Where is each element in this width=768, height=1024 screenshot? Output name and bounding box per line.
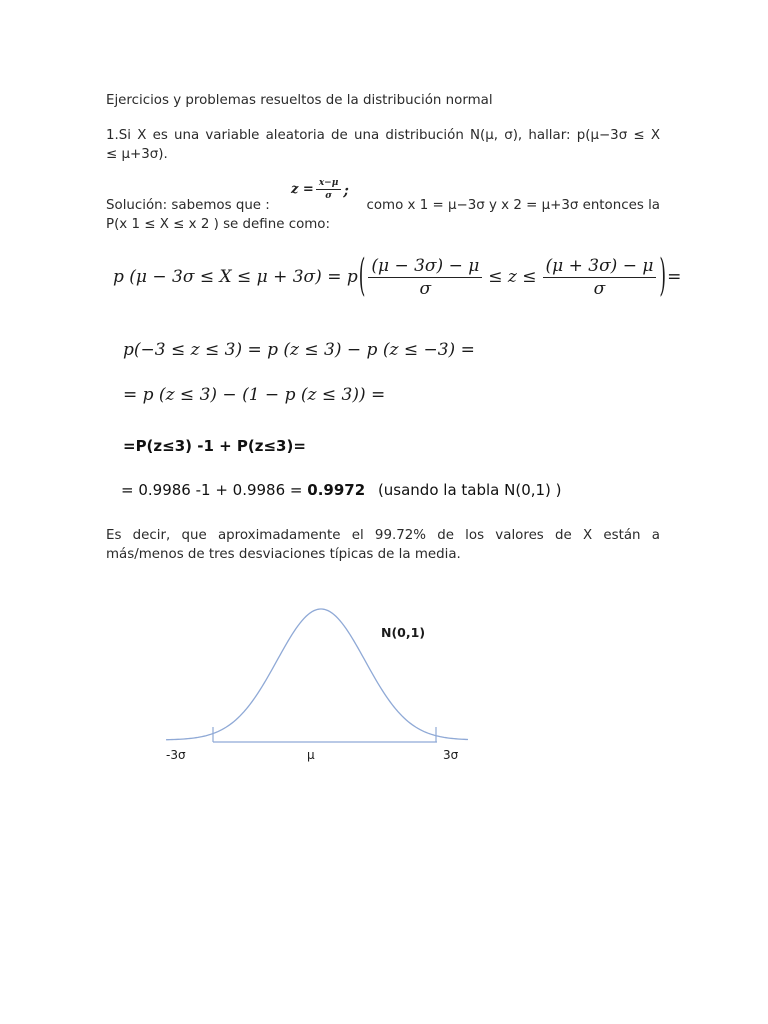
z-formula-denominator: σ	[325, 191, 332, 201]
equation-1-close-paren: )	[659, 251, 667, 303]
z-formula-numerator: x−μ	[316, 178, 342, 190]
tick-label-right: 3σ	[443, 748, 459, 762]
solution-line-2: P(x 1 ≤ X ≤ x 2 ) se define como:	[106, 217, 331, 232]
equation-5-start: = 0.9986 -1 + 0.9986 =	[121, 481, 303, 499]
z-formula-lhs: z =	[291, 182, 314, 197]
z-formula	[291, 178, 349, 201]
conclusion-line-1: Es decir, que aproximadamente el 99.72% de los valores de X están a	[106, 528, 660, 543]
equation-3: = p (z ≤ 3) − (1 − p (z ≤ 3)) =	[123, 385, 386, 405]
equation-1-num-right: (μ + 3σ) − μ	[543, 256, 657, 278]
equation-1-lhs: p (μ − 3σ ≤ X ≤ μ + 3σ) = p	[113, 267, 358, 287]
equation-1-den-right: σ	[593, 278, 606, 299]
equation-1-middle: ≤ z ≤	[488, 267, 537, 287]
normal-curve	[166, 609, 468, 740]
equation-1-den-left: σ	[419, 278, 432, 299]
page-title: Ejercicios y problemas resueltos de la distribución normal	[106, 93, 493, 108]
equation-2: p(−3 ≤ z ≤ 3) = p (z ≤ 3) − p (z ≤ −3) =	[123, 340, 475, 360]
tick-label-center: μ	[307, 748, 315, 762]
equation-1-num-left: (μ − 3σ) − μ	[368, 256, 482, 278]
problem-line-1: 1.Si X es una variable aleatoria de una distribución N(μ, σ), hallar: p(μ−3σ ≤ X	[106, 128, 660, 143]
solution-line-1-rest: como x 1 = μ−3σ y x 2 = μ+3σ entonces la	[366, 198, 660, 213]
equation-1-fraction-left	[368, 256, 482, 299]
solution-prefix: Solución: sabemos que :	[106, 198, 270, 213]
z-formula-fraction	[316, 178, 342, 201]
equation-1-tail: =	[667, 267, 682, 287]
equation-4: =P(z≤3) -1 + P(z≤3)=	[123, 437, 306, 455]
tick-label-left: -3σ	[166, 748, 186, 762]
equation-5-result: 0.9972	[307, 481, 366, 499]
curve-label: N(0,1)	[381, 625, 426, 640]
conclusion-line-2: más/menos de tres desviaciones típicas de la media.	[106, 547, 461, 562]
equation-1-open-paren: (	[358, 251, 366, 303]
problem-line-2: ≤ μ+3σ).	[106, 147, 168, 162]
equation-5-note: (usando la tabla N(0,1) )	[377, 481, 562, 499]
z-formula-separator: ;	[343, 180, 349, 199]
equation-5	[121, 481, 562, 499]
equation-1	[113, 252, 681, 302]
equation-1-fraction-right	[543, 256, 657, 299]
